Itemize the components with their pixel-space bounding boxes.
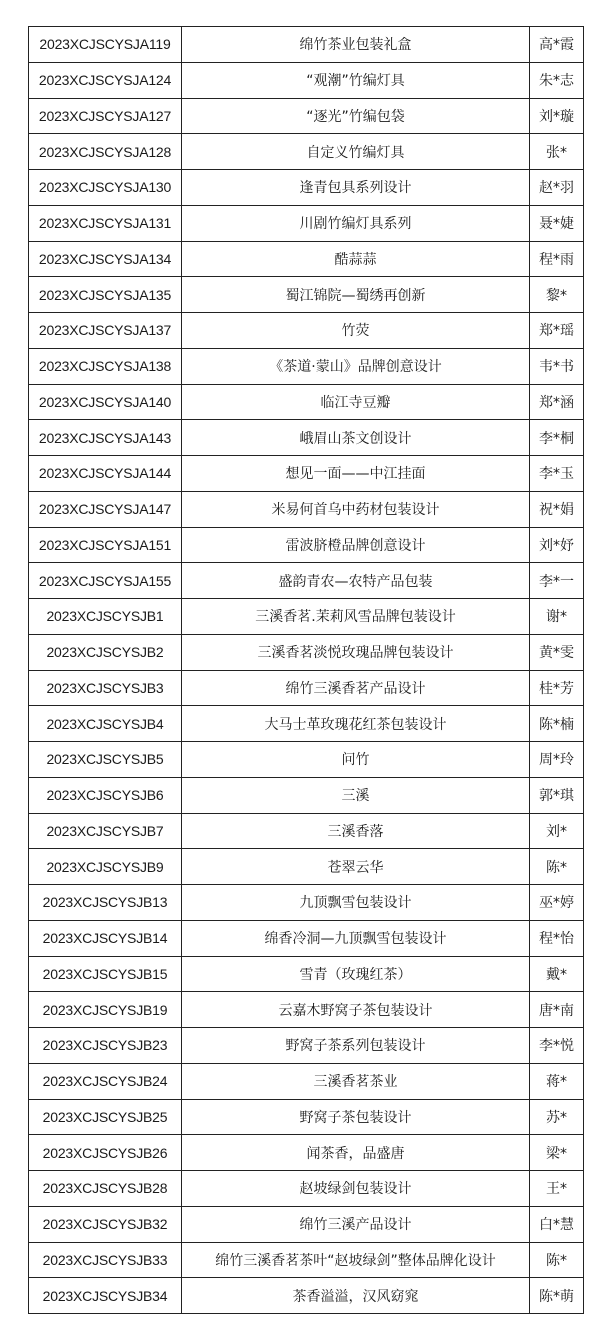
project-id-cell: 2023XCJSCYSJB19 bbox=[29, 992, 182, 1028]
project-id-cell: 2023XCJSCYSJA119 bbox=[29, 27, 182, 63]
project-id-cell: 2023XCJSCYSJA131 bbox=[29, 205, 182, 241]
project-id-cell: 2023XCJSCYSJA128 bbox=[29, 134, 182, 170]
project-title-cell: 茶香溢溢，汉风窈窕 bbox=[182, 1278, 530, 1314]
author-name-cell: 戴* bbox=[530, 956, 584, 992]
author-name-cell: 李*玉 bbox=[530, 456, 584, 492]
table-row bbox=[29, 849, 584, 885]
author-name-cell: 苏* bbox=[530, 1099, 584, 1135]
project-id-cell: 2023XCJSCYSJB23 bbox=[29, 1028, 182, 1064]
table-row bbox=[29, 563, 584, 599]
project-title-cell: 临江寺豆瓣 bbox=[182, 384, 530, 420]
table-row bbox=[29, 742, 584, 778]
project-id-cell: 2023XCJSCYSJB25 bbox=[29, 1099, 182, 1135]
author-name-cell: 陈*楠 bbox=[530, 706, 584, 742]
table-row bbox=[29, 384, 584, 420]
author-name-cell: 朱*志 bbox=[530, 62, 584, 98]
project-title-cell: 三溪香茗.茉莉风雪品牌包装设计 bbox=[182, 599, 530, 635]
project-id-cell: 2023XCJSCYSJB24 bbox=[29, 1063, 182, 1099]
author-name-cell: 白*慧 bbox=[530, 1206, 584, 1242]
project-title-cell: 苍翠云华 bbox=[182, 849, 530, 885]
table-row bbox=[29, 920, 584, 956]
project-title-cell: 赵坡绿剑包装设计 bbox=[182, 1171, 530, 1207]
author-name-cell: 刘* bbox=[530, 813, 584, 849]
project-id-cell: 2023XCJSCYSJA147 bbox=[29, 491, 182, 527]
project-title-cell: “逐光”竹编包袋 bbox=[182, 98, 530, 134]
project-id-cell: 2023XCJSCYSJB9 bbox=[29, 849, 182, 885]
project-title-cell: 云嘉木野窝子茶包装设计 bbox=[182, 992, 530, 1028]
project-title-cell: 自定义竹编灯具 bbox=[182, 134, 530, 170]
project-title-cell: 野窝子茶系列包装设计 bbox=[182, 1028, 530, 1064]
table-row bbox=[29, 241, 584, 277]
author-name-cell: 赵*羽 bbox=[530, 170, 584, 206]
project-id-cell: 2023XCJSCYSJB2 bbox=[29, 634, 182, 670]
table-row bbox=[29, 1135, 584, 1171]
project-id-cell: 2023XCJSCYSJA151 bbox=[29, 527, 182, 563]
author-name-cell: 周*玲 bbox=[530, 742, 584, 778]
project-id-cell: 2023XCJSCYSJB5 bbox=[29, 742, 182, 778]
project-title-cell: 酷蒜蒜 bbox=[182, 241, 530, 277]
table-row bbox=[29, 1206, 584, 1242]
author-name-cell: 蒋* bbox=[530, 1063, 584, 1099]
project-title-cell: 《茶道·蒙山》品牌创意设计 bbox=[182, 348, 530, 384]
project-id-cell: 2023XCJSCYSJB13 bbox=[29, 885, 182, 921]
project-id-cell: 2023XCJSCYSJB32 bbox=[29, 1206, 182, 1242]
table-row bbox=[29, 1278, 584, 1314]
author-name-cell: 李*悦 bbox=[530, 1028, 584, 1064]
author-name-cell: 程*怡 bbox=[530, 920, 584, 956]
project-title-cell: 雷波脐橙品牌创意设计 bbox=[182, 527, 530, 563]
project-id-cell: 2023XCJSCYSJB14 bbox=[29, 920, 182, 956]
author-name-cell: 高*霞 bbox=[530, 27, 584, 63]
table-row bbox=[29, 134, 584, 170]
author-name-cell: 郑*瑶 bbox=[530, 313, 584, 349]
table-row bbox=[29, 420, 584, 456]
table-row bbox=[29, 1171, 584, 1207]
table-row bbox=[29, 491, 584, 527]
project-title-cell: 绵竹三溪香茗茶叶“赵坡绿剑”整体品牌化设计 bbox=[182, 1242, 530, 1278]
table-row bbox=[29, 634, 584, 670]
project-id-cell: 2023XCJSCYSJA138 bbox=[29, 348, 182, 384]
project-id-cell: 2023XCJSCYSJB4 bbox=[29, 706, 182, 742]
project-id-cell: 2023XCJSCYSJB26 bbox=[29, 1135, 182, 1171]
project-title-cell: 绵香冷洞—九顶飘雪包装设计 bbox=[182, 920, 530, 956]
project-title-cell: 想见一面——中江挂面 bbox=[182, 456, 530, 492]
author-name-cell: 聂*婕 bbox=[530, 205, 584, 241]
table-row bbox=[29, 885, 584, 921]
project-title-cell: 三溪香茗茶业 bbox=[182, 1063, 530, 1099]
table-row bbox=[29, 456, 584, 492]
author-name-cell: 刘*妤 bbox=[530, 527, 584, 563]
project-title-cell: 绵竹茶业包装礼盒 bbox=[182, 27, 530, 63]
author-name-cell: 梁* bbox=[530, 1135, 584, 1171]
table-row bbox=[29, 1063, 584, 1099]
table-row bbox=[29, 1242, 584, 1278]
table-row bbox=[29, 813, 584, 849]
project-id-cell: 2023XCJSCYSJB7 bbox=[29, 813, 182, 849]
table-row bbox=[29, 62, 584, 98]
table-row bbox=[29, 527, 584, 563]
author-name-cell: 巫*婷 bbox=[530, 885, 584, 921]
project-title-cell: 米易何首乌中药材包装设计 bbox=[182, 491, 530, 527]
table-row bbox=[29, 205, 584, 241]
author-name-cell: 黄*雯 bbox=[530, 634, 584, 670]
table-row bbox=[29, 313, 584, 349]
project-id-cell: 2023XCJSCYSJB15 bbox=[29, 956, 182, 992]
table-row bbox=[29, 956, 584, 992]
project-id-cell: 2023XCJSCYSJA155 bbox=[29, 563, 182, 599]
author-name-cell: 韦*书 bbox=[530, 348, 584, 384]
project-title-cell: 盛韵青农—农特产品包装 bbox=[182, 563, 530, 599]
project-title-cell: 大马士革玫瑰花红茶包装设计 bbox=[182, 706, 530, 742]
author-name-cell: 王* bbox=[530, 1171, 584, 1207]
project-id-cell: 2023XCJSCYSJA137 bbox=[29, 313, 182, 349]
project-title-cell: 野窝子茶包装设计 bbox=[182, 1099, 530, 1135]
author-name-cell: 桂*芳 bbox=[530, 670, 584, 706]
project-id-cell: 2023XCJSCYSJA135 bbox=[29, 277, 182, 313]
project-id-cell: 2023XCJSCYSJB6 bbox=[29, 777, 182, 813]
project-title-cell: 绵竹三溪香茗产品设计 bbox=[182, 670, 530, 706]
project-list-table bbox=[28, 26, 584, 1314]
project-title-cell: 竹荧 bbox=[182, 313, 530, 349]
project-title-cell: 雪青（玫瑰红茶） bbox=[182, 956, 530, 992]
project-id-cell: 2023XCJSCYSJA144 bbox=[29, 456, 182, 492]
project-title-cell: 三溪香落 bbox=[182, 813, 530, 849]
project-id-cell: 2023XCJSCYSJB34 bbox=[29, 1278, 182, 1314]
author-name-cell: 张* bbox=[530, 134, 584, 170]
author-name-cell: 唐*南 bbox=[530, 992, 584, 1028]
project-title-cell: “观潮”竹编灯具 bbox=[182, 62, 530, 98]
table-row bbox=[29, 670, 584, 706]
table-row bbox=[29, 27, 584, 63]
author-name-cell: 刘*璇 bbox=[530, 98, 584, 134]
project-id-cell: 2023XCJSCYSJA143 bbox=[29, 420, 182, 456]
table-row bbox=[29, 992, 584, 1028]
project-id-cell: 2023XCJSCYSJA130 bbox=[29, 170, 182, 206]
project-title-cell: 蜀江锦院—蜀绣再创新 bbox=[182, 277, 530, 313]
table-body bbox=[29, 27, 584, 1314]
author-name-cell: 李*一 bbox=[530, 563, 584, 599]
table-row bbox=[29, 277, 584, 313]
project-id-cell: 2023XCJSCYSJB33 bbox=[29, 1242, 182, 1278]
project-title-cell: 川剧竹编灯具系列 bbox=[182, 205, 530, 241]
author-name-cell: 李*桐 bbox=[530, 420, 584, 456]
author-name-cell: 郭*琪 bbox=[530, 777, 584, 813]
project-id-cell: 2023XCJSCYSJB28 bbox=[29, 1171, 182, 1207]
author-name-cell: 陈* bbox=[530, 1242, 584, 1278]
table-row bbox=[29, 1099, 584, 1135]
project-list-table-wrapper bbox=[28, 26, 583, 1314]
author-name-cell: 黎* bbox=[530, 277, 584, 313]
table-row bbox=[29, 706, 584, 742]
author-name-cell: 谢* bbox=[530, 599, 584, 635]
table-row bbox=[29, 1028, 584, 1064]
table-row bbox=[29, 98, 584, 134]
project-title-cell: 闻茶香，品盛唐 bbox=[182, 1135, 530, 1171]
table-row bbox=[29, 170, 584, 206]
project-id-cell: 2023XCJSCYSJA134 bbox=[29, 241, 182, 277]
project-title-cell: 三溪香茗淡悦玫瑰品牌包装设计 bbox=[182, 634, 530, 670]
project-id-cell: 2023XCJSCYSJB3 bbox=[29, 670, 182, 706]
table-row bbox=[29, 348, 584, 384]
project-id-cell: 2023XCJSCYSJB1 bbox=[29, 599, 182, 635]
table-row bbox=[29, 599, 584, 635]
author-name-cell: 祝*娟 bbox=[530, 491, 584, 527]
project-title-cell: 三溪 bbox=[182, 777, 530, 813]
project-id-cell: 2023XCJSCYSJA124 bbox=[29, 62, 182, 98]
author-name-cell: 程*雨 bbox=[530, 241, 584, 277]
project-id-cell: 2023XCJSCYSJA127 bbox=[29, 98, 182, 134]
author-name-cell: 郑*涵 bbox=[530, 384, 584, 420]
author-name-cell: 陈* bbox=[530, 849, 584, 885]
project-title-cell: 峨眉山茶文创设计 bbox=[182, 420, 530, 456]
project-title-cell: 九顶飘雪包装设计 bbox=[182, 885, 530, 921]
project-title-cell: 问竹 bbox=[182, 742, 530, 778]
author-name-cell: 陈*萌 bbox=[530, 1278, 584, 1314]
project-id-cell: 2023XCJSCYSJA140 bbox=[29, 384, 182, 420]
project-title-cell: 逢青包具系列设计 bbox=[182, 170, 530, 206]
table-row bbox=[29, 777, 584, 813]
project-title-cell: 绵竹三溪产品设计 bbox=[182, 1206, 530, 1242]
